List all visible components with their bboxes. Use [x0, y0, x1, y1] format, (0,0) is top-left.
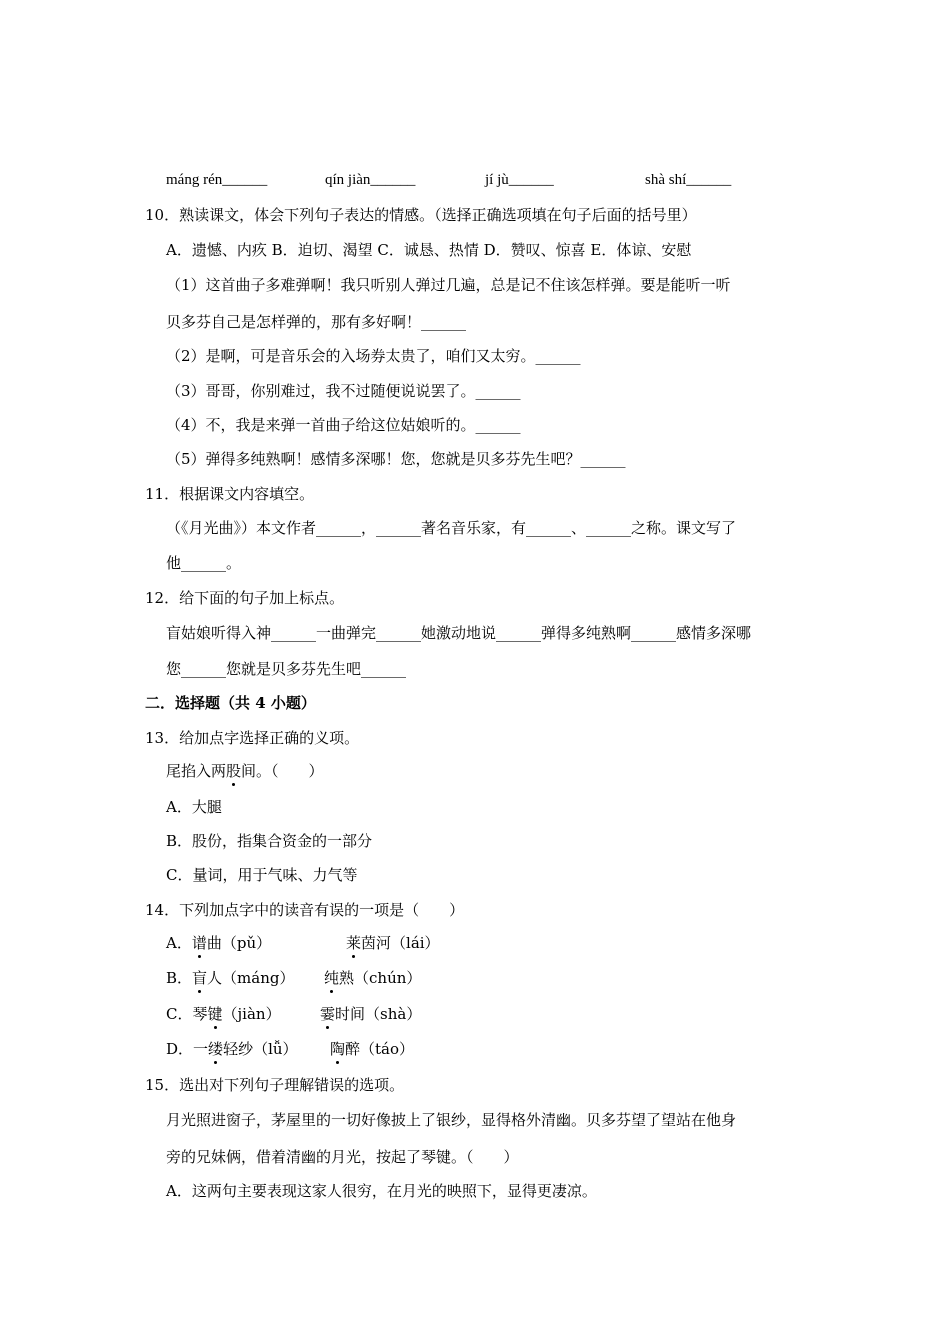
q14-b-label: B． [166, 969, 193, 987]
q14-d-pre-1: 一 [193, 1040, 209, 1058]
q12-line-1[interactable]: 盲姑娘听得入神______一曲弹完______她激动地说______弹得多纯熟啊______感情多深哪 [166, 624, 752, 642]
pinyin-blank-3[interactable]: jí jù______ [485, 172, 554, 188]
q14-b-rest-1: 人（máng） [207, 969, 295, 987]
q14-c-label: C． [166, 1005, 193, 1023]
pinyin-blank-4[interactable]: shà shí______ [645, 172, 732, 188]
q12-line-2[interactable]: 您______您就是贝多芬先生吧______ [166, 660, 407, 678]
q14-c-rest-1: （jiàn） [222, 1005, 281, 1023]
q14-d-rest-1: 轻纱（lǚ） [223, 1040, 298, 1058]
q10-options: A．遗憾、内疚 B．迫切、渴望 C．诚恳、热情 D．赞叹、惊喜 E．体谅、安慰 [166, 241, 692, 259]
q11-stem: 11．根据课文内容填空。 [145, 485, 315, 503]
q13-sentence-post: 间。（ ） [241, 762, 324, 780]
q14-b-dotted-1: 盲 [192, 969, 208, 987]
q14-c-pre-1: 琴 [192, 1005, 208, 1023]
q10-sentence-1a: （1）这首曲子多难弹啊！我只听别人弹过几遍，总是记不住该怎样弹。要是能听一听 [166, 276, 731, 294]
q14-d-label: D． [166, 1040, 194, 1058]
q14-a-rest-1: 曲（pǔ） [206, 934, 272, 952]
q14-a-label: A． [166, 934, 192, 952]
q10-sentence-1b[interactable]: 贝多芬自己是怎样弹的，那有多好啊！______ [166, 313, 467, 331]
q10-sentence-3[interactable]: （3）哥哥，你别难过，我不过随便说说罢了。______ [166, 382, 521, 400]
q14-c-dotted-2: 霎 [320, 1005, 336, 1023]
q14-a-dotted-2: 莱 [346, 934, 362, 952]
q13-sentence-pre: 尾掐入两 [166, 762, 227, 780]
q11-line-2[interactable]: 他______。 [166, 554, 242, 572]
q14-a-dotted-1: 谱 [191, 934, 207, 952]
q15-passage-1: 月光照进窗子，茅屋里的一切好像披上了银纱，显得格外清幽。贝多芬望了望站在他身 [166, 1111, 737, 1129]
q14-d-dotted-2: 陶 [330, 1040, 346, 1058]
q13-dotted-char: 股 [226, 762, 242, 780]
q14-option-d[interactable] [166, 1039, 298, 1059]
q13-sentence [166, 761, 324, 781]
pinyin-blank-2[interactable]: qín jiàn______ [325, 172, 416, 188]
q14-option-c[interactable] [166, 1004, 281, 1024]
q14-a-rest-2: 茵河（lái） [361, 934, 440, 952]
q10-sentence-2[interactable]: （2）是啊，可是音乐会的入场券太贵了，咱们又太穷。______ [166, 347, 581, 365]
q14-option-b[interactable] [166, 968, 294, 988]
q10-sentence-5[interactable]: （5）弹得多纯熟啊！感情多深哪！您，您就是贝多芬先生吧？______ [166, 450, 626, 468]
q14-option-d-word-2 [330, 1039, 414, 1059]
q15-option-a[interactable]: A．这两句主要表现这家人很穷，在月光的映照下，显得更凄凉。 [166, 1182, 597, 1200]
q10-sentence-4[interactable]: （4）不，我是来弹一首曲子给这位姑娘听的。______ [166, 416, 521, 434]
q14-c-dotted-1: 键 [207, 1005, 223, 1023]
q13-option-c[interactable]: C．量词，用于气味、力气等 [166, 866, 358, 884]
q14-d-rest-2: 醉（táo） [345, 1040, 415, 1058]
q15-passage-2: 旁的兄妹俩，借着清幽的月光，按起了琴键。（ ） [166, 1148, 519, 1166]
q14-c-rest-2: 时间（shà） [335, 1005, 422, 1023]
q14-option-b-word-2 [324, 968, 421, 988]
q10-stem: 10．熟读课文，体会下列句子表达的情感。（选择正确选项填在句子后面的括号里） [145, 206, 697, 224]
q13-stem: 13．给加点字选择正确的义项。 [145, 729, 360, 747]
q14-option-c-word-2 [320, 1004, 421, 1024]
q14-stem: 14．下列加点字中的读音有误的一项是（ ） [145, 901, 465, 919]
q14-option-a[interactable] [166, 933, 271, 953]
q13-option-b[interactable]: B．股份，指集合资金的一部分 [166, 832, 373, 850]
q12-stem: 12．给下面的句子加上标点。 [145, 589, 345, 607]
q14-b-dotted-2: 纯 [324, 969, 340, 987]
q13-option-a[interactable]: A．大腿 [166, 798, 222, 816]
q14-b-rest-2: 熟（chún） [339, 969, 422, 987]
q11-line-1[interactable]: （《月光曲》）本文作者______，______著名音乐家，有______、______之称。课文写了 [166, 519, 737, 537]
section-heading-choice: 二．选择题（共 4 小题） [145, 694, 316, 712]
q14-option-a-word-2 [346, 933, 440, 953]
q15-stem: 15．选出对下列句子理解错误的选项。 [145, 1076, 405, 1094]
pinyin-blank-1[interactable]: máng rén______ [166, 172, 268, 188]
q14-d-dotted-1: 缕 [208, 1040, 224, 1058]
